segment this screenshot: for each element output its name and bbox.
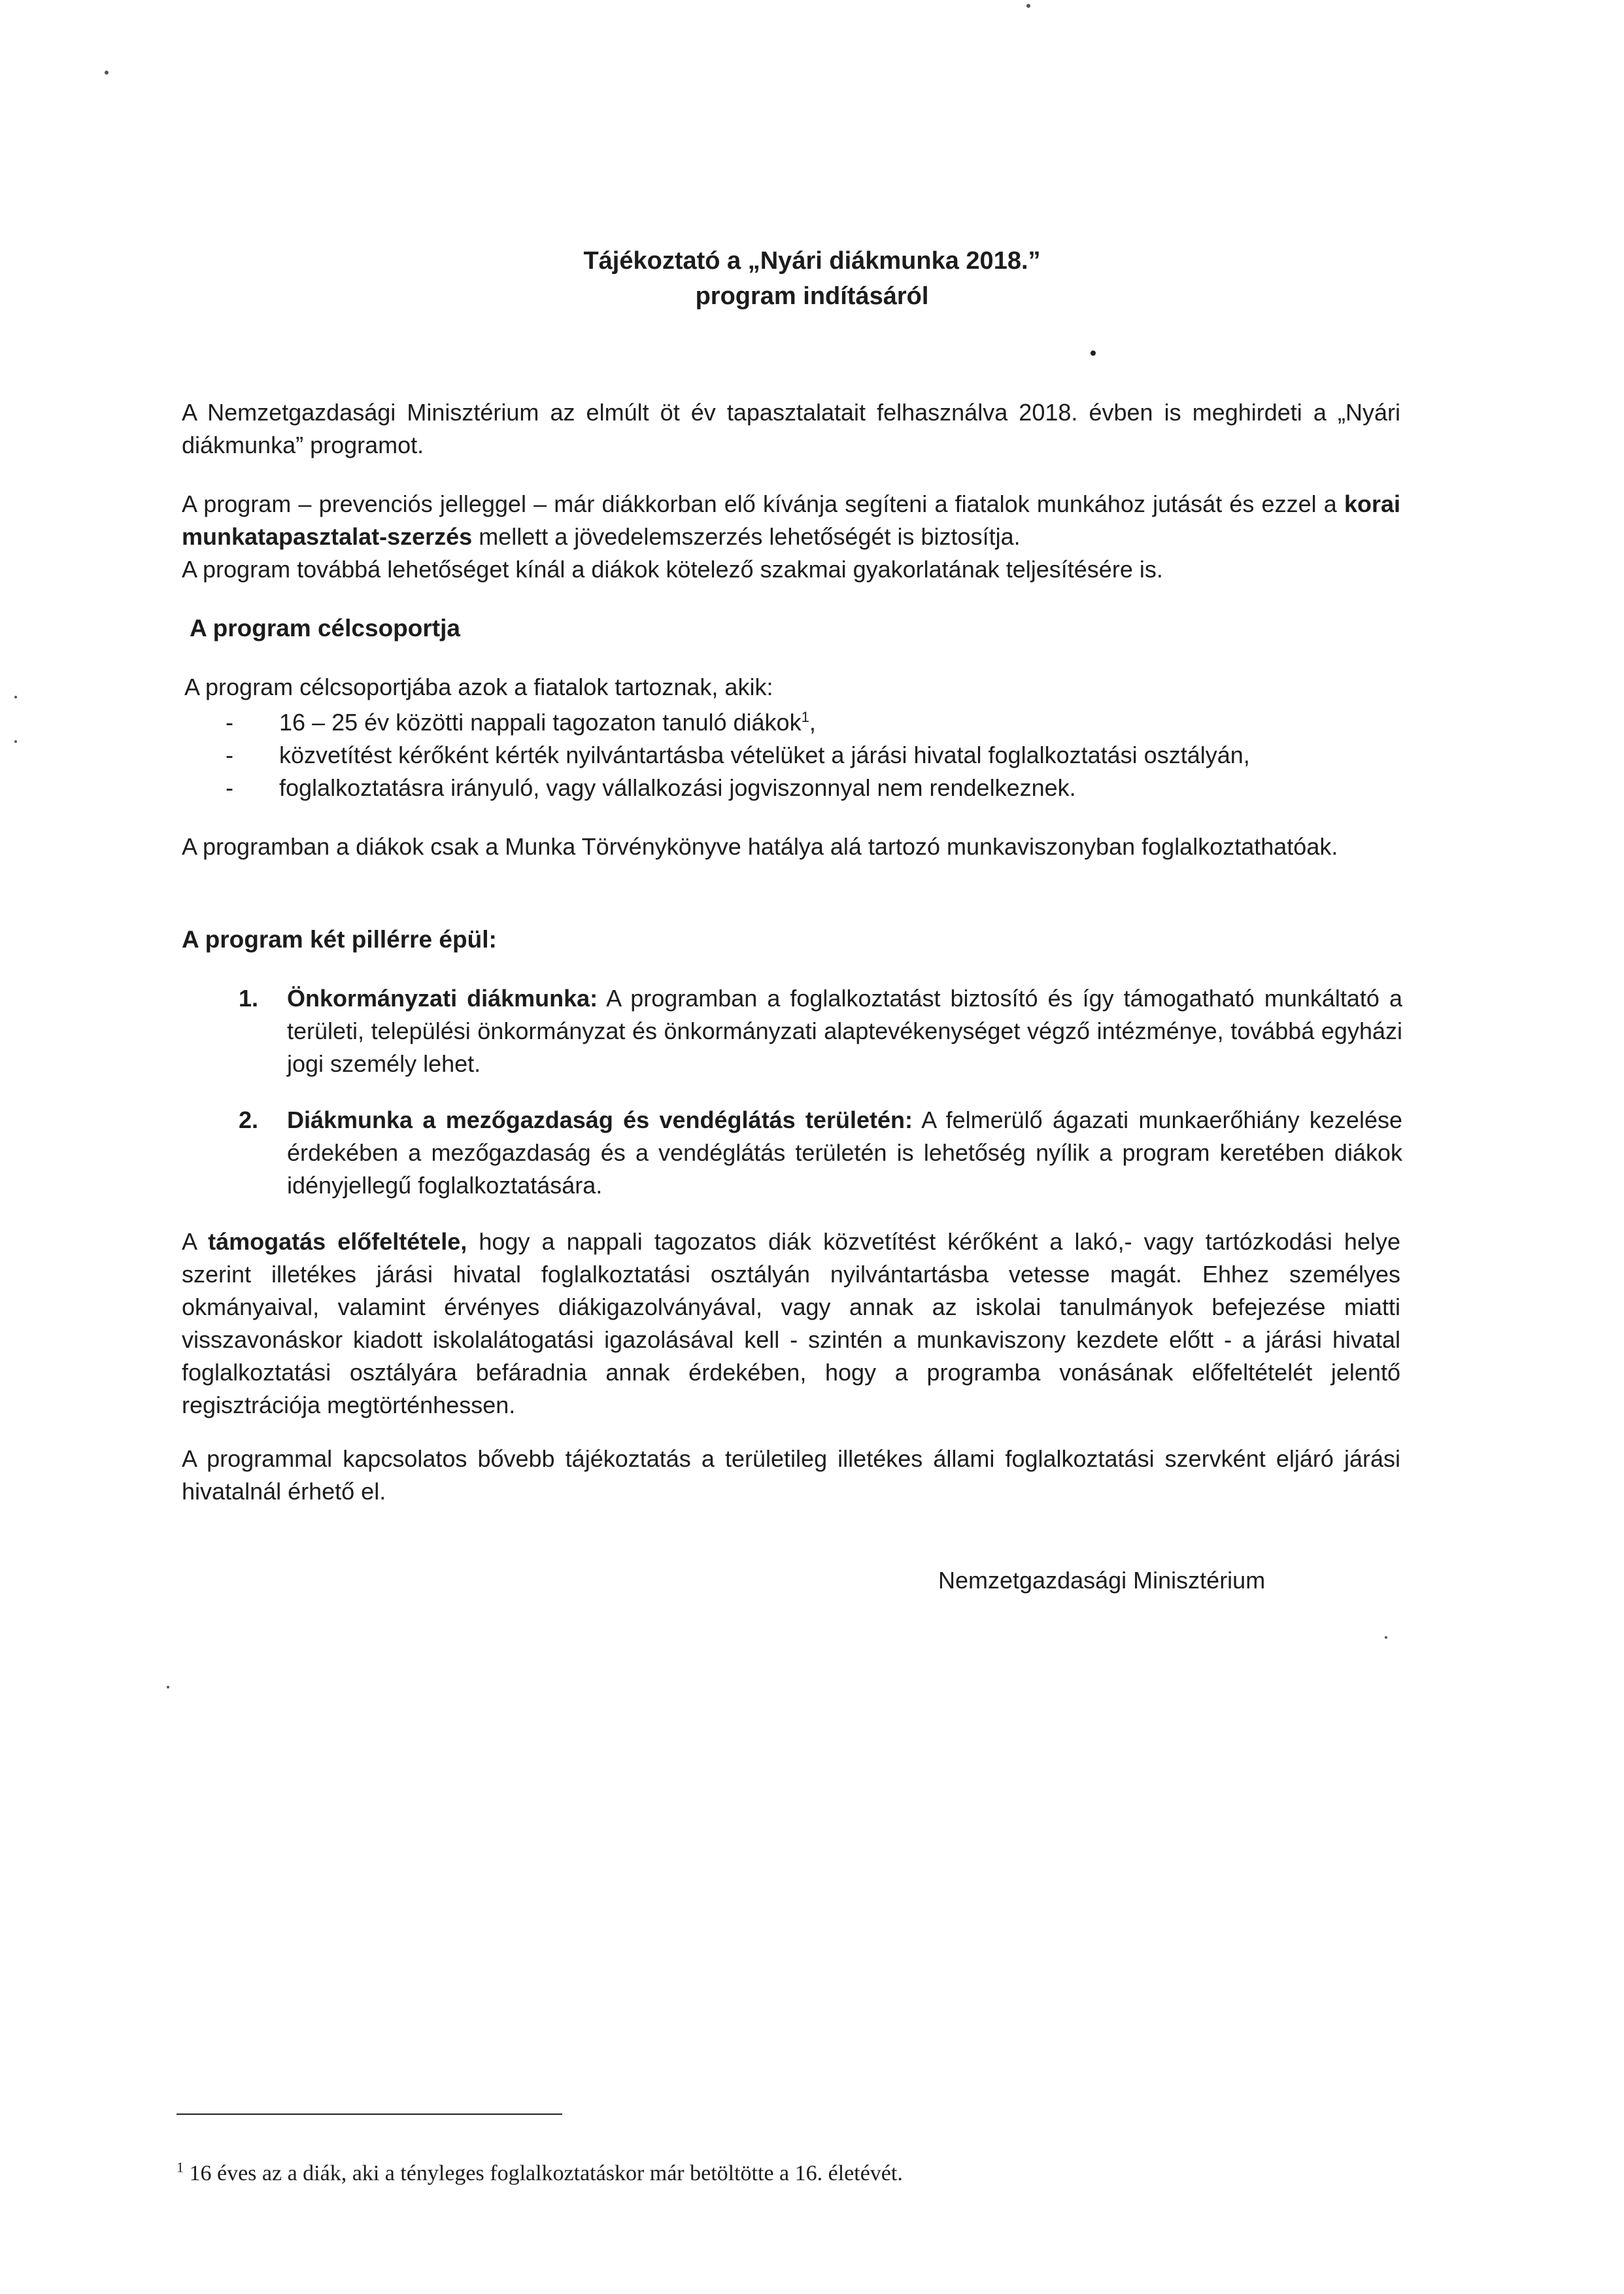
- footnote-text: 16 éves az a diák, aki a tényleges foglalkoztatáskor már betöltötte a 16. életévét.: [184, 2161, 903, 2185]
- condition-text-1: A: [182, 1228, 209, 1255]
- list-item: [226, 772, 1402, 804]
- pillar-number: 1.: [239, 985, 259, 1012]
- pillar-item: [239, 982, 1402, 1080]
- pillar-text: [287, 1104, 1402, 1202]
- condition-paragraph: [182, 1225, 1400, 1422]
- scan-speck: [1026, 4, 1030, 8]
- info-paragraph: A programmal kapcsolatos bővebb tájékoztatás a területileg illetékes állami foglalkoztatási szervként eljáró járási hivatalnál érhető el.: [182, 1445, 1400, 1505]
- scan-speck: [167, 1686, 169, 1688]
- scan-speck: [105, 71, 109, 75]
- purpose-paragraph: [182, 488, 1400, 586]
- scan-speck: [14, 696, 17, 698]
- pillar-item: [239, 1104, 1402, 1202]
- pillars-heading: A program két pillérre épül:: [182, 926, 497, 953]
- list-dash: -: [226, 742, 233, 768]
- purpose-text-2: mellett a jövedelemszerzés lehetőségét is biztosítja.: [472, 523, 1021, 550]
- list-item-text: közvetítést kérőként kérték nyilvántartásba vételüket a járási hivatal foglalkoztatási osztályán,: [279, 742, 1250, 768]
- pillar-description: A felmerülő ágazati munkaerőhiány kezelése érdekében a mezőgazdaság és a vendéglátás területén is lehetőség nyílik a program keretében diákok idényjellegű foglalkoztatására.: [287, 1106, 1402, 1199]
- title-line-2: program indításáról: [695, 282, 929, 310]
- list-item-after: ,: [809, 709, 816, 736]
- scan-speck: [14, 740, 17, 743]
- footnote-ref: 1: [801, 709, 809, 725]
- footnote: [177, 2159, 903, 2188]
- intro-paragraph: A Nemzetgazdasági Minisztérium az elmúlt öt év tapasztalatait felhasználva 2018. évben is meghirdeti a „Nyári diákmunka” programot.: [182, 399, 1400, 458]
- list-dash: -: [226, 774, 233, 801]
- pillar-text: [287, 982, 1402, 1080]
- pillar-title: Önkormányzati diákmunka:: [287, 985, 598, 1012]
- purpose-text-1: A program – prevenciós jelleggel – már diákkorban elő kívánja segíteni a fiatalok munkához jutását és ezzel a: [182, 490, 1344, 517]
- condition-bold: támogatás előfeltétele,: [208, 1228, 467, 1255]
- document-title: [0, 243, 1624, 314]
- list-item: [226, 706, 1402, 739]
- list-item-text: foglalkoztatásra irányuló, vagy vállalkozási jogviszonnyal nem rendelkeznek.: [279, 774, 1076, 801]
- footnote-marker: 1: [177, 2159, 184, 2176]
- purpose-bold: korai munkatapasztalat-szerzés: [182, 490, 1400, 550]
- pillar-title: Diákmunka a mezőgazdaság és vendéglátás területén:: [287, 1106, 913, 1133]
- purpose-text-3: A program továbbá lehetőséget kínál a diákok kötelező szakmai gyakorlatának teljesítésére is.: [182, 556, 1163, 583]
- title-line-1: Tájékoztató a „Nyári diákmunka 2018.”: [583, 247, 1041, 275]
- employment-paragraph: A programban a diákok csak a Munka Törvénykönyve hatálya alá tartozó munkaviszonyban foglalkoztathatóak.: [182, 833, 1338, 860]
- list-item: [226, 739, 1402, 772]
- footnote-separator: [177, 2114, 562, 2115]
- list-item-text: 16 – 25 év közötti nappali tagozaton tanuló diákok: [279, 709, 802, 736]
- scan-speck: [1385, 1636, 1387, 1639]
- signature: Nemzetgazdasági Minisztérium: [938, 1567, 1266, 1594]
- pillar-number: 2.: [239, 1106, 259, 1133]
- condition-text-2: hogy a nappali tagozatos diák közvetítést kérőként a lakó,- vagy tartózkodási helye szerint illetékes járási hivatal foglalkoztatási osztályán nyilvántartásba vetesse magát. Ehhez személyes okmányaival, valamint érvényes diákigazolványával, vagy annak az iskolai tanulmányok befejezése miatti visszavonáskor kiadott iskolalátogatási igazolásával kell - szintén a munkaviszony kezdete előtt - a járási hivatal foglalkoztatási osztályára befáradnia annak érdekében, hogy a programba vonásának előfeltételét jelentő regisztrációja megtörténhessen.: [182, 1228, 1400, 1418]
- pillar-description: A programban a foglalkoztatást biztosító és így támogatható munkáltató a területi, települési önkormányzat és önkormányzati alaptevékenységet végző intézménye, továbbá egyházi jogi személy lehet.: [287, 985, 1402, 1077]
- target-group-intro: A program célcsoportjába azok a fiatalok tartoznak, akik:: [184, 674, 773, 700]
- list-dash: -: [226, 709, 233, 736]
- scan-speck: [1091, 351, 1096, 356]
- target-group-heading: A program célcsoportja: [190, 615, 460, 642]
